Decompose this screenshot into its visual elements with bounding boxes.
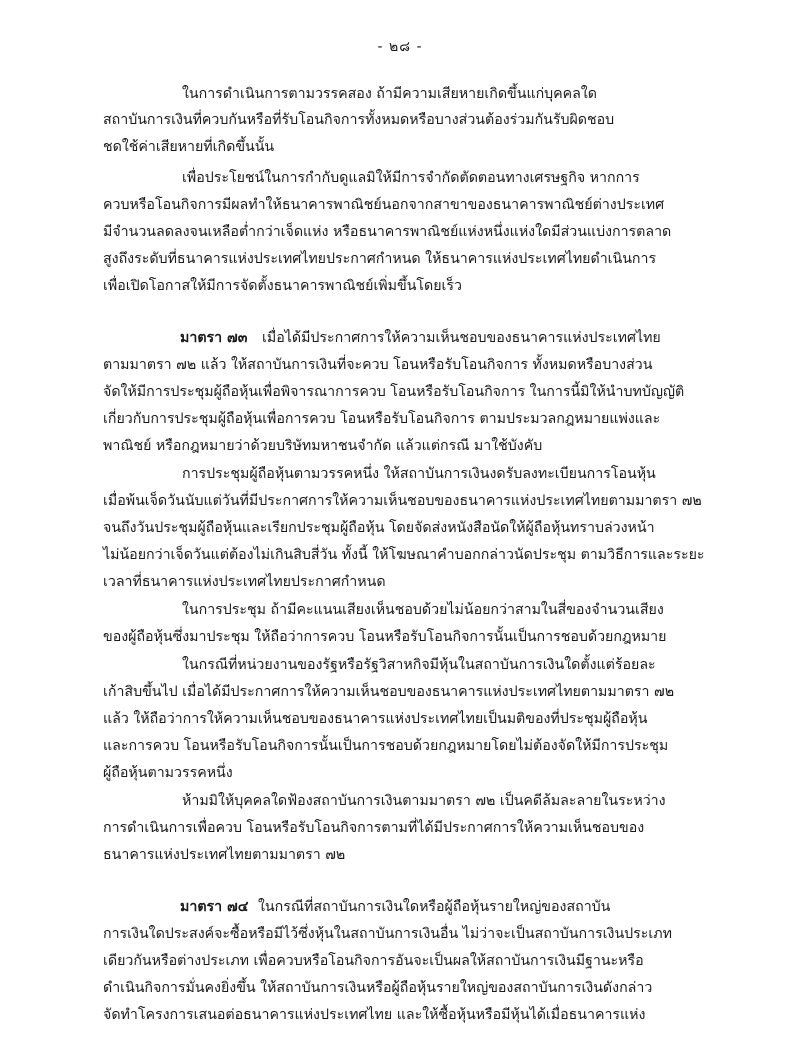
text-line: จัดทำโครงการเสนอต่อธนาคารแห่งประเทศไทย และให้ซื้อหุ้นหรือมีหุ้นได้เมื่อธนาคารแห่ง <box>103 1007 646 1023</box>
text-line: ผู้ถือหุ้นตามวรรคหนึ่ง <box>103 765 233 781</box>
text-line: พาณิชย์ หรือกฎหมายว่าด้วยบริษัทมหาชนจำกัด แล้วแต่กรณี มาใช้บังคับ <box>103 438 543 454</box>
text-line: ดำเนินกิจการมั่นคงยิ่งขึ้น ให้สถาบันการเงินหรือผู้ถือหุ้นรายใหญ่ของสถาบันการเงินดังกล่าว <box>103 980 653 996</box>
text-line: เกี่ยวกับการประชุมผู้ถือหุ้นเพื่อการควบ โอนหรือรับโอนกิจการ ตามประมวลกฎหมายแพ่งและ <box>103 411 661 427</box>
text-line: ธนาคารแห่งประเทศไทยตามมาตรา ๗๒ <box>103 847 346 863</box>
text-line: เพื่อประโยชน์ในการกำกับดูแลมิให้มีการจำกัดตัดตอนทางเศรษฐกิจ หากการ <box>182 170 640 186</box>
text-line: ในกรณีที่หน่วยงานของรัฐหรือรัฐวิสาหกิจมีหุ้นในสถาบันการเงินใดตั้งแต่ร้อยละ <box>182 657 656 673</box>
section-label: มาตรา ๗๓ <box>180 330 248 346</box>
text-line: และการควบ โอนหรือรับโอนกิจการนั้นเป็นการชอบด้วยกฎหมายโดยไม่ต้องจัดให้มีการประชุม <box>103 738 669 754</box>
text-line: เมื่อพ้นเจ็ดวันนับแต่วันที่มีประกาศการให้ความเห็นชอบของธนาคารแห่งประเทศไทยตามมาตรา ๗๒ <box>103 493 702 509</box>
text-line: สถาบันการเงินที่ควบกันหรือที่รับโอนกิจการทั้งหมดหรือบางส่วนต้องร่วมกันรับผิดชอบ <box>103 112 615 128</box>
text-line: ห้ามมิให้บุคคลใดฟ้องสถาบันการเงินตามมาตรา ๗๒ เป็นคดีล้มละลายในระหว่าง <box>182 793 666 809</box>
text-line: ควบหรือโอนกิจการมีผลทำให้ธนาคารพาณิชย์นอกจากสาขาของธนาคารพาณิชย์ต่างประเทศ <box>103 197 665 213</box>
text-line: สูงถึงระดับที่ธนาคารแห่งประเทศไทยประกาศกำหนด ให้ธนาคารแห่งประเทศไทยดำเนินการ <box>103 251 657 267</box>
text-line: การดำเนินการเพื่อควบ โอนหรือรับโอนกิจการตามที่ได้มีประกาศการให้ความเห็นชอบของ <box>103 820 645 836</box>
text-line: ตามมาตรา ๗๒ แล้ว ให้สถาบันการเงินที่จะควบ โอนหรือรับโอนกิจการ ทั้งหมดหรือบางส่วน <box>103 357 653 373</box>
text-line: ในกรณีที่สถาบันการเงินใดหรือผู้ถือหุ้นรายใหญ่ของสถาบัน <box>258 899 611 915</box>
text-line: ชดใช้ค่าเสียหายที่เกิดขึ้นนั้น <box>103 139 275 155</box>
text-line: เวลาที่ธนาคารแห่งประเทศไทยประกาศกำหนด <box>103 574 386 590</box>
text-line: แล้ว ให้ถือว่าการให้ความเห็นชอบของธนาคารแห่งประเทศไทยเป็นมติของที่ประชุมผู้ถือหุ้น <box>103 711 648 727</box>
text-line: การเงินใดประสงค์จะซื้อหรือมีไว้ซึ่งหุ้นในสถาบันการเงินอื่น ไม่ว่าจะเป็นสถาบันการเงินประเภท <box>103 926 672 942</box>
text-line: ในการดำเนินการตามวรรคสอง ถ้ามีความเสียหายเกิดขึ้นแก่บุคคลใด <box>182 86 597 102</box>
text-line: จนถึงวันประชุมผู้ถือหุ้นและเรียกประชุมผู้ถือหุ้น โดยจัดส่งหนังสือนัดให้ผู้ถือหุ้นทราบล่วงหน้า <box>103 520 655 536</box>
text-line: เก้าสิบขึ้นไป เมื่อได้มีประกาศการให้ความเห็นชอบของธนาคารแห่งประเทศไทยตามมาตรา ๗๒ <box>103 684 675 700</box>
section-label: มาตรา ๗๔ <box>180 899 249 915</box>
page-number: - ๒๘ - <box>377 39 423 55</box>
text-line: เมื่อได้มีประกาศการให้ความเห็นชอบของธนาคารแห่งประเทศไทย <box>262 330 661 346</box>
text-line: เพื่อเปิดโอกาสให้มีการจัดตั้งธนาคารพาณิชย์เพิ่มขึ้นโดยเร็ว <box>103 278 462 294</box>
text-line: การประชุมผู้ถือหุ้นตามวรรคหนึ่ง ให้สถาบันการเงินงดรับลงทะเบียนการโอนหุ้น <box>182 466 656 482</box>
text-line: ในการประชุม ถ้ามีคะแนนเสียงเห็นชอบด้วยไม่น้อยกว่าสามในสี่ของจำนวนเสียง <box>182 602 664 618</box>
text-line: เดียวกันหรือต่างประเภท เพื่อควบหรือโอนกิจการอันจะเป็นผลให้สถาบันการเงินมีฐานะหรือ <box>103 953 644 969</box>
text-line: จัดให้มีการประชุมผู้ถือหุ้นเพื่อพิจารณาการควบ โอนหรือรับโอนกิจการ ในการนี้มิให้นำบทบัญญัติ <box>103 384 685 400</box>
text-line: มีจำนวนลดลงจนเหลือต่ำกว่าเจ็ดแห่ง หรือธนาคารพาณิชย์แห่งหนึ่งแห่งใดมีส่วนแบ่งการตลาด <box>103 224 672 240</box>
text-line: ไม่น้อยกว่าเจ็ดวันแต่ต้องไม่เกินสิบสี่วัน ทั้งนี้ ให้โฆษณาคำบอกกล่าวนัดประชุม ตามวิธีการและระยะ <box>103 547 705 563</box>
text-line: ของผู้ถือหุ้นซึ่งมาประชุม ให้ถือว่าการควบ โอนหรือรับโอนกิจการนั้นเป็นการชอบด้วยกฎหมาย <box>103 629 667 645</box>
